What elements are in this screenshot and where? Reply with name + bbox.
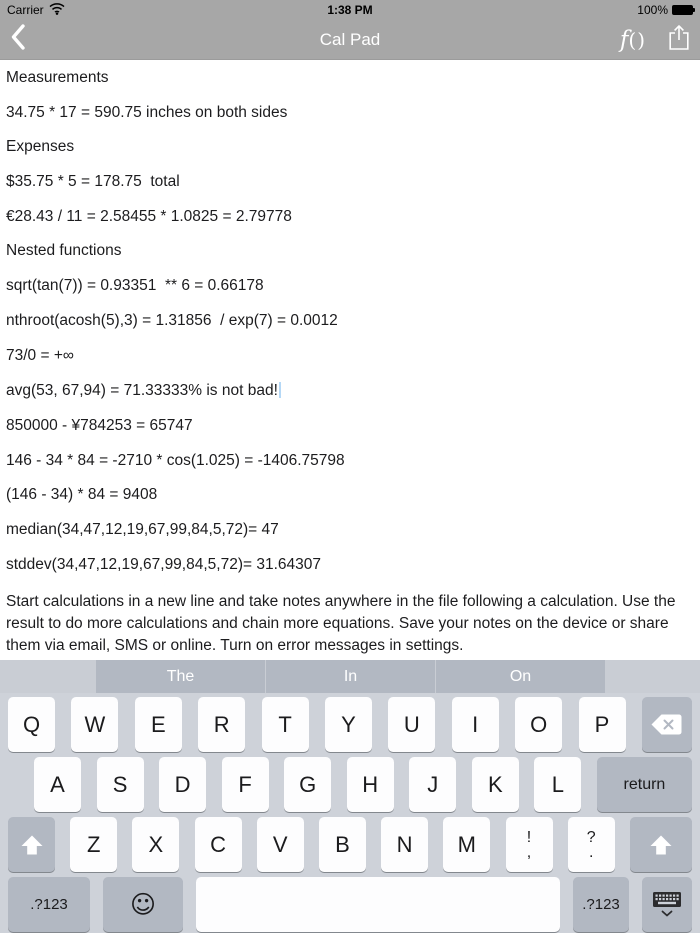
back-button[interactable]: [10, 24, 25, 55]
keyboard-row-1: [8, 697, 692, 752]
key-u[interactable]: U: [388, 697, 435, 752]
note-line: median(34,47,12,19,67,99,84,5,72)= 47: [6, 520, 279, 538]
key-h[interactable]: H: [347, 757, 394, 812]
key-b[interactable]: B: [319, 817, 366, 872]
emoji-icon: ☺: [129, 890, 157, 919]
share-icon: [668, 24, 690, 56]
key-e[interactable]: E: [135, 697, 182, 752]
key-q[interactable]: Q: [8, 697, 55, 752]
key-v[interactable]: V: [257, 817, 304, 872]
status-bar: [0, 0, 700, 20]
key-n[interactable]: N: [381, 817, 428, 872]
suggestion-the[interactable]: The: [96, 660, 265, 693]
nav-bar: [0, 20, 700, 60]
key-mode-123[interactable]: .?123: [8, 877, 90, 932]
keyboard-row-4: [8, 877, 692, 932]
key-space[interactable]: [196, 877, 560, 932]
key-shift[interactable]: [8, 817, 55, 872]
key-w[interactable]: W: [71, 697, 118, 752]
key-k[interactable]: K: [472, 757, 519, 812]
suggestion-on[interactable]: On: [436, 660, 605, 693]
backspace-icon: [650, 713, 683, 736]
key-return-return[interactable]: return: [597, 757, 692, 812]
key-punct-exclaim-comma[interactable]: ! ,: [506, 817, 553, 872]
note-line: sqrt(tan(7)) = 0.93351 ** 6 = 0.66178: [6, 277, 264, 295]
key-p[interactable]: P: [579, 697, 626, 752]
key-a[interactable]: A: [34, 757, 81, 812]
key-z[interactable]: Z: [70, 817, 117, 872]
key-d[interactable]: D: [159, 757, 206, 812]
keyboard-row-2: [8, 757, 692, 812]
key-l[interactable]: L: [534, 757, 581, 812]
key-f[interactable]: F: [222, 757, 269, 812]
chevron-left-icon: [10, 24, 25, 55]
key-o[interactable]: O: [515, 697, 562, 752]
text-cursor: [279, 382, 281, 398]
key-i[interactable]: I: [452, 697, 499, 752]
key-m[interactable]: M: [443, 817, 490, 872]
note-line: 146 - 34 * 84 = -2710 * cos(1.025) = -1406.75798: [6, 451, 345, 469]
note-line: (146 - 34) * 84 = 9408: [6, 486, 158, 504]
shift-icon: [649, 834, 673, 856]
key-shift-r[interactable]: [630, 817, 692, 872]
page-title: Cal Pad: [319, 29, 381, 49]
note-line: stddev(34,47,12,19,67,99,84,5,72)= 31.64307: [6, 555, 321, 573]
note-line: Expenses: [6, 138, 75, 156]
key-backspace[interactable]: [642, 697, 692, 752]
note-line: 34.75 * 17 = 590.75 inches on both sides: [6, 103, 288, 121]
note-line: Nested functions: [6, 242, 122, 260]
key-mode-sm-123[interactable]: .?123: [573, 877, 629, 932]
key-s[interactable]: S: [97, 757, 144, 812]
note-paragraph: Start calculations in a new line and take notes anywhere in the file following a calculation. Use the result to do more calculations and chain more equations. Save your notes on the device or share them via email, SMS or online. Turn on error messages in settings.: [6, 593, 680, 654]
keyboard-row-3: [8, 817, 692, 872]
note-lines: [6, 70, 692, 573]
header: [0, 0, 700, 60]
key-j[interactable]: J: [409, 757, 456, 812]
key-r[interactable]: R: [198, 697, 245, 752]
suggestion-bar: [0, 660, 700, 693]
shift-icon: [20, 834, 44, 856]
battery-percent: 100%: [637, 3, 668, 17]
note-line: €28.43 / 11 = 2.58455 * 1.0825 = 2.79778: [6, 207, 292, 225]
suggestion-bar-spacer: [0, 660, 96, 693]
key-y[interactable]: Y: [325, 697, 372, 752]
functions-icon: f: [619, 26, 629, 53]
note-editor[interactable]: [0, 60, 700, 660]
battery-icon: [672, 5, 693, 15]
key-t[interactable]: T: [262, 697, 309, 752]
note-line: 850000 - ¥784253 = 65747: [6, 416, 193, 434]
functions-button[interactable]: f(): [619, 26, 646, 53]
key-g[interactable]: G: [284, 757, 331, 812]
key-punct-question-period[interactable]: ? .: [568, 817, 615, 872]
suggestion-in[interactable]: In: [266, 660, 435, 693]
note-line: avg(53, 67,94) = 71.33333% is not bad!: [6, 382, 692, 399]
dismiss-keyboard-icon: [652, 891, 682, 918]
key-c[interactable]: C: [195, 817, 242, 872]
key-dismiss[interactable]: [642, 877, 692, 932]
note-line: Measurements: [6, 69, 109, 86]
keyboard: [0, 693, 700, 933]
note-line: nthroot(acosh(5),3) = 1.31856 / exp(7) = 0.0012: [6, 311, 338, 329]
status-time: 1:38 PM: [327, 3, 373, 17]
note-line: $35.75 * 5 = 178.75 total: [6, 173, 180, 191]
wifi-icon: [49, 2, 65, 18]
carrier-label: Carrier: [7, 3, 44, 17]
key-x[interactable]: X: [132, 817, 179, 872]
note-line: 73/0 = +∞: [6, 346, 74, 364]
share-button[interactable]: [668, 24, 690, 56]
key-emoji[interactable]: [103, 877, 183, 932]
